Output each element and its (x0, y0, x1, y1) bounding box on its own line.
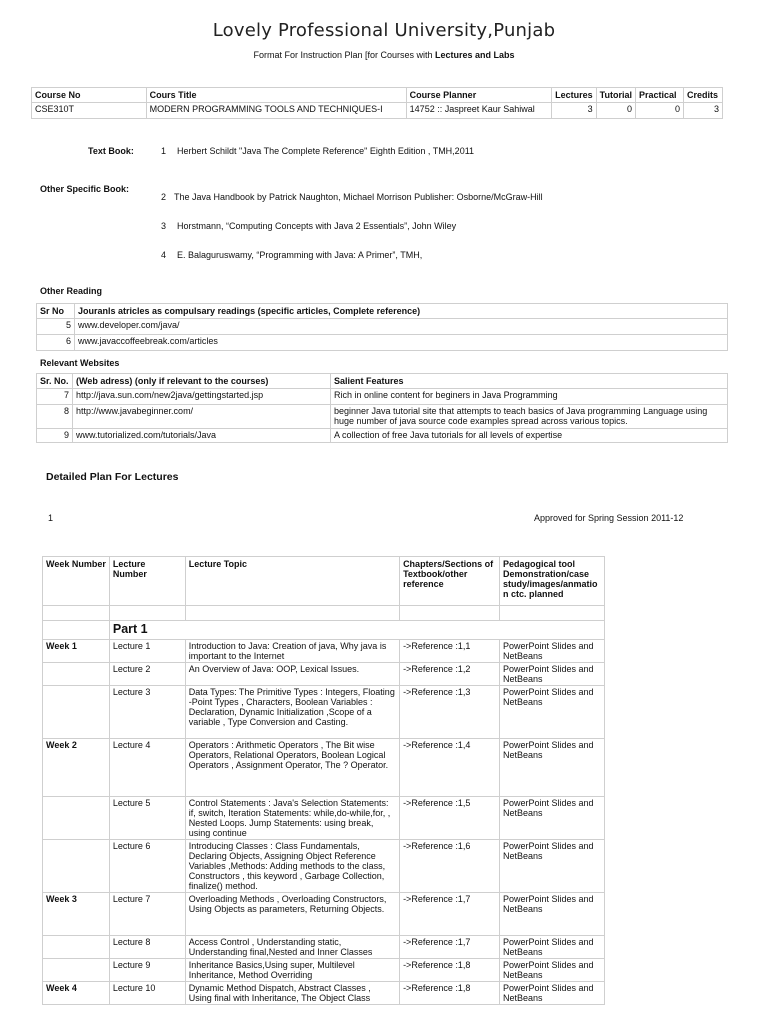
website-sr: 8 (37, 405, 73, 429)
website-url[interactable]: http://java.sun.com/new2java/gettingstarted.jsp (73, 389, 331, 405)
lecture-number: Lecture 8 (109, 936, 185, 959)
website-url[interactable]: www.tutorialized.com/tutorials/Java (73, 429, 331, 443)
tutorial-count: 0 (596, 103, 635, 119)
header-lectures: Lectures (552, 88, 597, 103)
university-title: Lovely Professional University,Punjab (212, 20, 556, 41)
header-lecture-number: Lecture Number (109, 557, 185, 606)
table-row (43, 840, 605, 893)
credits-count: 3 (683, 103, 722, 119)
practical-count: 0 (636, 103, 684, 119)
lecture-reference: ->Reference :1,7 (400, 936, 500, 959)
lecture-number: Lecture 5 (109, 797, 185, 840)
header-reference: Chapters/Sections of Textbook/other reference (400, 557, 500, 606)
week-number (43, 840, 110, 893)
header-lecture-topic: Lecture Topic (185, 557, 399, 606)
website-sr: 7 (37, 389, 73, 405)
table-row (43, 936, 605, 959)
websites-header-row (37, 374, 728, 389)
other-book-text: The Java Handbook by Patrick Naughton, Michael Morrison Publisher: Osborne/McGraw-Hill (174, 192, 543, 202)
part-heading: Part 1 (109, 621, 604, 640)
lecture-reference: ->Reference :1,5 (400, 797, 500, 840)
other-book-num: 3 (161, 221, 167, 231)
website-url[interactable]: http://www.javabeginner.com/ (73, 405, 331, 429)
lecture-number: Lecture 2 (109, 663, 185, 686)
website-feature: beginner Java tutorial site that attempts to teach basics of Java programming Language using huge number of java source code examples spread across various topics. (331, 405, 728, 429)
approved-note: Approved for Spring Session 2011-12 (534, 513, 684, 523)
table-row (37, 389, 728, 405)
textbook-text: Herbert Schildt "Java The Complete Reference" Eighth Edition , TMH,2011 (177, 146, 475, 156)
table-row (43, 982, 605, 1005)
lecture-reference: ->Reference :1,4 (400, 739, 500, 797)
websites-table (36, 373, 728, 443)
other-book-num: 2 (161, 192, 167, 202)
reading-link[interactable]: www.javaccoffeebreak.com/articles (75, 335, 728, 351)
lecture-number: Lecture 6 (109, 840, 185, 893)
reading-table (36, 303, 728, 351)
week-number (43, 663, 110, 686)
header-practical: Practical (636, 88, 684, 103)
lecture-reference: ->Reference :1,3 (400, 686, 500, 739)
subtitle-bold: Lectures and Labs (435, 50, 515, 60)
lecture-reference: ->Reference :1,8 (400, 959, 500, 982)
header-course-title: Cours Title (146, 88, 406, 103)
lecture-reference: ->Reference :1,7 (400, 893, 500, 936)
subtitle-prefix: Format For Instruction Plan [for Courses with (253, 50, 436, 60)
lecture-reference: ->Reference :1,8 (400, 982, 500, 1005)
plan-title: Detailed Plan For Lectures (46, 471, 179, 483)
reading-link[interactable]: www.developer.com/java/ (75, 319, 728, 335)
lecture-number: Lecture 7 (109, 893, 185, 936)
lecture-tool: PowerPoint Slides and NetBeans (500, 840, 605, 893)
website-feature: A collection of free Java tutorials for all levels of expertise (331, 429, 728, 443)
lecture-tool: PowerPoint Slides and NetBeans (500, 982, 605, 1005)
course-no: CSE310T (32, 103, 147, 119)
header-credits: Credits (683, 88, 722, 103)
reading-header-sr: Sr No (37, 304, 75, 319)
websites-header-features: Salient Features (331, 374, 728, 389)
spacer-row (43, 606, 605, 621)
lecture-topic: Overloading Methods , Overloading Constructors, Using Objects as parameters, Returning Objects. (185, 893, 399, 936)
header-tutorial: Tutorial (596, 88, 635, 103)
part-row (43, 621, 605, 640)
lecture-topic: Inheritance Basics,Using super, Multilevel Inheritance, Method Overriding (185, 959, 399, 982)
lecture-topic: An Overview of Java: OOP, Lexical Issues. (185, 663, 399, 686)
websites-label: Relevant Websites (40, 358, 120, 368)
lecture-tool: PowerPoint Slides and NetBeans (500, 959, 605, 982)
reading-sr: 5 (37, 319, 75, 335)
week-number (43, 936, 110, 959)
lecture-tool: PowerPoint Slides and NetBeans (500, 797, 605, 840)
lecture-reference: ->Reference :1,6 (400, 840, 500, 893)
lecture-topic: Data Types: The Primitive Types : Integers, Floating -Point Types , Characters, Boolean Variables : Declaration, Dynamic Initialization ,Scope of a variable , Type Conversion and Casting. (185, 686, 399, 739)
reading-header-articles: Jouranls atricles as compulsary readings (specific articles, Complete reference) (75, 304, 728, 319)
table-row (37, 429, 728, 443)
lecture-topic: Dynamic Method Dispatch, Abstract Classes , Using final with Inheritance, The Object Class (185, 982, 399, 1005)
lecture-topic: Introduction to Java: Creation of java, Why java is important to the Internet (185, 640, 399, 663)
lecture-reference: ->Reference :1,1 (400, 640, 500, 663)
table-row (43, 663, 605, 686)
header-week-number: Week Number (43, 557, 110, 606)
websites-header-url: (Web adress) (only if relevant to the courses) (73, 374, 331, 389)
table-row (43, 686, 605, 739)
table-row (43, 893, 605, 936)
lecture-tool: PowerPoint Slides and NetBeans (500, 640, 605, 663)
plan-header-row (43, 557, 605, 606)
website-feature: Rich in online content for beginers in Java Programming (331, 389, 728, 405)
week-number (43, 686, 110, 739)
week-number: Week 4 (43, 982, 110, 1005)
table-row (43, 797, 605, 840)
table-row (37, 335, 728, 351)
table-row (43, 739, 605, 797)
lecture-tool: PowerPoint Slides and NetBeans (500, 686, 605, 739)
table-row (43, 959, 605, 982)
course-planner: 14752 :: Jaspreet Kaur Sahiwal (406, 103, 551, 119)
lecture-tool: PowerPoint Slides and NetBeans (500, 936, 605, 959)
week-number (43, 959, 110, 982)
week-number: Week 1 (43, 640, 110, 663)
week-number: Week 2 (43, 739, 110, 797)
lecture-tool: PowerPoint Slides and NetBeans (500, 893, 605, 936)
reading-header-row (37, 304, 728, 319)
header-course-no: Course No (32, 88, 147, 103)
websites-header-sr: Sr. No. (37, 374, 73, 389)
lecture-plan-table (42, 556, 605, 1005)
format-subtitle (0, 50, 768, 60)
header-course-planner: Course Planner (406, 88, 551, 103)
table-row (37, 405, 728, 429)
other-book-num: 4 (161, 250, 167, 260)
course-title: MODERN PROGRAMMING TOOLS AND TECHNIQUES-I (146, 103, 406, 119)
lecture-topic: Control Statements : Java's Selection Statements: if, switch, Iteration Statements: while,do-while,for, , Nested Loops. Jump Statements: using break, using continue (185, 797, 399, 840)
lecture-number: Lecture 10 (109, 982, 185, 1005)
table-row (37, 319, 728, 335)
textbook-num: 1 (161, 146, 167, 156)
textbook-label: Text Book: (88, 146, 134, 156)
other-books-label: Other Specific Book: (40, 184, 130, 194)
other-book-text: E. Balaguruswamy, “Programming with Java: A Primer”, TMH, (177, 250, 423, 260)
website-sr: 9 (37, 429, 73, 443)
other-book-text: Horstmann, “Computing Concepts with Java 2 Essentials”, John Wiley (177, 221, 457, 231)
lectures-count: 3 (552, 103, 597, 119)
header-pedagogical-tool: Pedagogical tool Demonstration/case study/images/anmatio n ctc. planned (500, 557, 605, 606)
lecture-topic: Introducing Classes : Class Fundamentals, Declaring Objects, Assigning Object Reference Variables ,Methods: Adding methods to the class, Constructors , this keyword , Garbage Collection, finalize() method. (185, 840, 399, 893)
week-number (43, 797, 110, 840)
lecture-reference: ->Reference :1,2 (400, 663, 500, 686)
lecture-topic: Operators : Arithmetic Operators , The Bit wise Operators, Relational Operators, Boolean Logical Operators , Assignment Operator, The ? Operator. (185, 739, 399, 797)
course-header-row (32, 88, 723, 103)
table-row (43, 640, 605, 663)
lecture-tool: PowerPoint Slides and NetBeans (500, 739, 605, 797)
lecture-topic: Access Control , Understanding static, Understanding final,Nested and Inner Classes (185, 936, 399, 959)
lecture-number: Lecture 4 (109, 739, 185, 797)
week-number: Week 3 (43, 893, 110, 936)
course-table (31, 87, 723, 119)
lecture-number: Lecture 1 (109, 640, 185, 663)
page-number: 1 (48, 513, 54, 523)
lecture-tool: PowerPoint Slides and NetBeans (500, 663, 605, 686)
other-reading-label: Other Reading (40, 286, 103, 296)
lecture-number: Lecture 3 (109, 686, 185, 739)
reading-sr: 6 (37, 335, 75, 351)
lecture-number: Lecture 9 (109, 959, 185, 982)
course-row (32, 103, 723, 119)
